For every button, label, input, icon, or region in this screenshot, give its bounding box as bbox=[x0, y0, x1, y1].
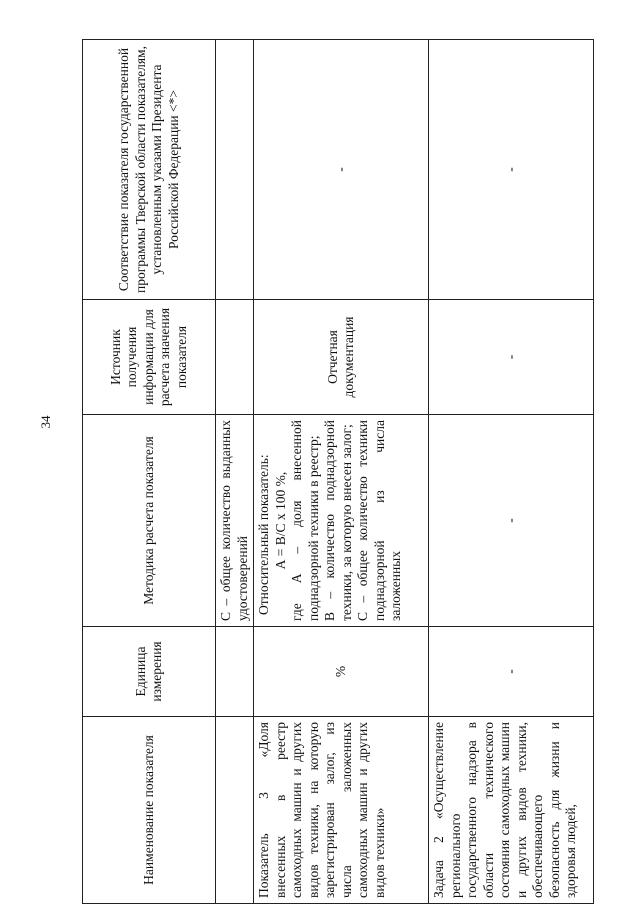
cell-compliance bbox=[216, 40, 254, 300]
cell-name: Показатель 3 «Доля внесенных в реестр самоходных машин и других видов техники, на которую зарегистрирован залог, из числа заложенных самоходных машин и других видов техники» bbox=[254, 717, 429, 904]
header-unit: Единица измерения bbox=[83, 627, 216, 717]
method-line: где А – доля внесенной поднадзорной техники в реестр; bbox=[289, 420, 321, 621]
cell-source bbox=[216, 300, 254, 415]
cell-source: Отчетная документация bbox=[254, 300, 429, 415]
cell-source: - bbox=[429, 300, 594, 415]
rotated-table-container bbox=[82, 40, 640, 904]
cell-method: С – общее количество выданных удостоверений bbox=[216, 415, 254, 627]
table-row bbox=[216, 40, 254, 904]
cell-compliance: - bbox=[254, 40, 429, 300]
cell-name bbox=[216, 717, 254, 904]
method-formula: А = В/С х 100 %, bbox=[272, 471, 288, 570]
header-method: Методика расчета показателя bbox=[83, 415, 216, 627]
cell-method: - bbox=[429, 415, 594, 627]
cell-unit: % bbox=[254, 627, 429, 717]
indicators-table bbox=[82, 39, 594, 904]
method-line: Относительный показатель: bbox=[256, 454, 271, 615]
table-row bbox=[429, 40, 594, 904]
cell-method bbox=[254, 415, 429, 627]
page-number: 34 bbox=[38, 415, 53, 429]
method-line: В – количество поднадзорной техники, за которую внесен залог; bbox=[322, 420, 354, 621]
header-compliance: Соответствие показателя государственной программы Тверской области показателям, установленным указами Президента Российской Федерации <*> bbox=[83, 40, 216, 300]
header-source: Источник получения информации для расчета значения показателя bbox=[83, 300, 216, 415]
table-header-row bbox=[83, 40, 216, 904]
cell-name: Задача 2 «Осуществление регионального государственного надзора в области технического состояния самоходных машин и других видов техники, обеспечивающего безопасность для жизни и здоровья людей, bbox=[429, 717, 594, 904]
table-row bbox=[254, 40, 429, 904]
method-line: С – общее количество техники поднадзорной из числа заложенных bbox=[355, 420, 403, 621]
cell-compliance: - bbox=[429, 40, 594, 300]
cell-unit: - bbox=[429, 627, 594, 717]
cell-unit bbox=[216, 627, 254, 717]
header-indicator-name: Наименование показателя bbox=[83, 717, 216, 904]
